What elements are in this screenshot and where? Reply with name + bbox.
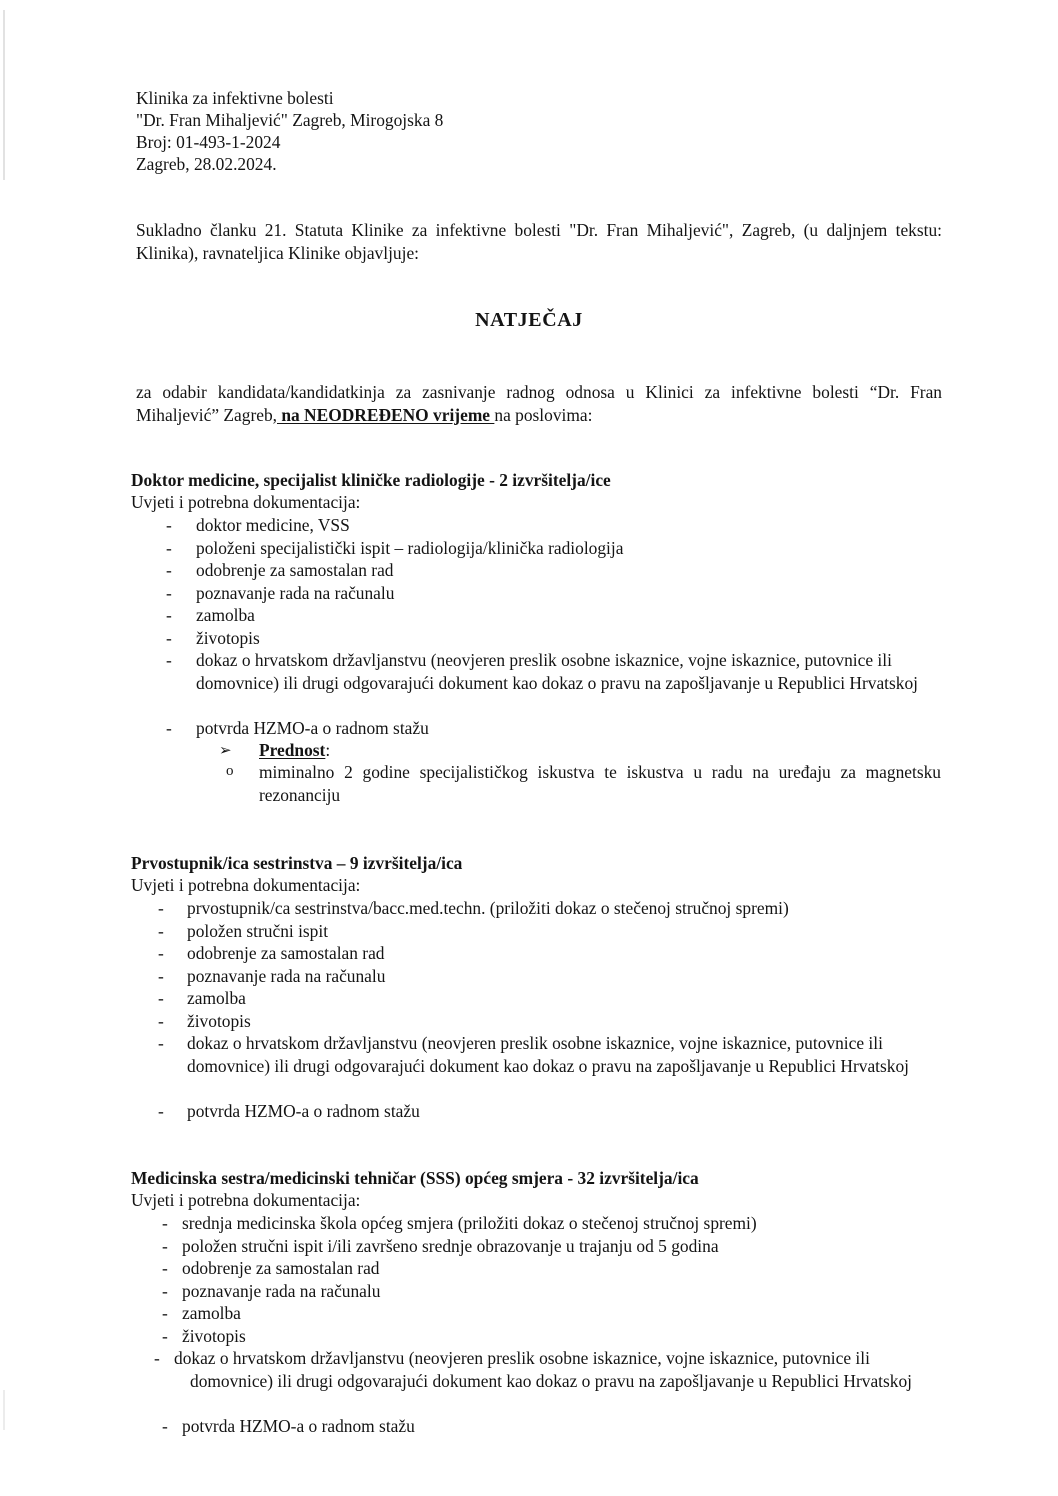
list-bullet: - — [162, 1303, 168, 1323]
list-bullet: - — [162, 1326, 168, 1346]
list-bullet: - — [166, 560, 172, 580]
section-title: Medicinska sestra/medicinski tehničar (SSS) općeg smjera - 32 izvršitelja/ica — [131, 1168, 699, 1188]
arrow-bullet-icon: ➢ — [219, 743, 232, 759]
list-bullet: - — [166, 718, 172, 738]
list-item: položen stručni ispit i/ili završeno srednje obrazovanje u trajanju od 5 godina — [182, 1236, 719, 1256]
document-title: NATJEČAJ — [475, 309, 583, 331]
section-title: Prvostupnik/ica sestrinstva – 9 izvršitelja/ica — [131, 853, 463, 873]
list-item: odobrenje za samostalan rad — [196, 560, 394, 580]
circle-bullet-icon: o — [226, 763, 234, 779]
list-bullet: - — [166, 538, 172, 558]
list-bullet: - — [166, 515, 172, 535]
list-item: dokaz o hrvatskom državljanstvu (neovjeren preslik osobne iskaznice, vojne iskaznice, putovnice ili domovnice) ili drugi odgovarajući dokument kao dokaz o pravu na zapošljavanje u Republici Hrvatskoj — [187, 1033, 909, 1076]
list-bullet: - — [158, 966, 164, 986]
scan-artifact-edge — [3, 1390, 5, 1430]
list-bullet: - — [166, 650, 172, 670]
list-item: potvrda HZMO-a o radnom stažu — [187, 1101, 420, 1121]
list-item: zamolba — [196, 605, 255, 625]
list-bullet: - — [162, 1236, 168, 1256]
list-bullet: - — [158, 943, 164, 963]
list-item: srednja medicinska škola općeg smjera (priložiti dokaz o stečenoj stručnoj spremi) — [182, 1213, 757, 1233]
list-bullet: - — [166, 605, 172, 625]
advantage-item: miminalno 2 godine specijalističkog iskustva te iskustva u radu na uređaju za magnetsku rezonanciju — [259, 762, 941, 805]
scan-artifact-edge — [3, 10, 5, 180]
purpose-paragraph — [136, 381, 942, 426]
list-item: odobrenje za samostalan rad — [182, 1258, 380, 1278]
list-item: poznavanje rada na računalu — [182, 1281, 381, 1301]
list-item: doktor medicine, VSS — [196, 515, 350, 535]
reference-number: Broj: 01-493-1-2024 — [136, 132, 281, 152]
place-date: Zagreb, 28.02.2024. — [136, 154, 277, 174]
list-item: dokaz o hrvatskom državljanstvu (neovjeren preslik osobne iskaznice, vojne iskaznice, putovnice ili domovnice) ili drugi odgovarajući dokument kao dokaz o pravu na zapošljavanje u Republici Hrvatskoj — [196, 650, 918, 693]
section-title: Doktor medicine, specijalist kliničke radiologije - 2 izvršitelja/ice — [131, 470, 611, 490]
list-bullet: - — [158, 1101, 164, 1121]
intro-paragraph: Sukladno članku 21. Statuta Klinike za infektivne bolesti "Dr. Fran Mihaljević", Zagreb, (u daljnjem tekstu: Klinika), ravnateljica Klinike objavljuje: — [136, 220, 942, 263]
list-item: dokaz o hrvatskom državljanstvu (neovjeren preslik osobne iskaznice, vojne iskaznice, putovnice ili domovnice) ili drugi odgovarajući dokument kao dokaz o pravu na zapošljavanje u Republici Hrvatskoj — [174, 1348, 912, 1391]
list-item: potvrda HZMO-a o radnom stažu — [182, 1416, 415, 1436]
list-item: prvostupnik/ca sestrinstva/bacc.med.techn. (priložiti dokaz o stečenoj stručnoj spremi) — [187, 898, 789, 918]
advantage-label: Prednost: — [259, 740, 331, 760]
conditions-label: Uvjeti i potrebna dokumentacija: — [131, 1190, 361, 1210]
list-bullet: - — [158, 898, 164, 918]
list-bullet: - — [158, 1011, 164, 1031]
list-item: zamolba — [187, 988, 246, 1008]
purpose-text-end: na poslovima: — [494, 404, 593, 425]
list-item: zamolba — [182, 1303, 241, 1323]
employment-type-emphasis: na NEODREĐENO vrijeme — [277, 404, 495, 425]
institution-name: Klinika za infektivne bolesti — [136, 88, 334, 108]
conditions-label: Uvjeti i potrebna dokumentacija: — [131, 492, 361, 512]
list-item: poznavanje rada na računalu — [196, 583, 395, 603]
list-item: poznavanje rada na računalu — [187, 966, 386, 986]
list-bullet: - — [162, 1416, 168, 1436]
purpose-text: za odabir kandidata/kandidatkinja za zasnivanje radnog odnosa u Klinici za infektivne bolesti “Dr. Fran Mihaljević” Zagreb, — [136, 382, 942, 425]
list-bullet: - — [162, 1213, 168, 1233]
conditions-label: Uvjeti i potrebna dokumentacija: — [131, 875, 361, 895]
list-bullet: - — [154, 1348, 160, 1368]
list-item: potvrda HZMO-a o radnom stažu — [196, 718, 429, 738]
list-bullet: - — [166, 628, 172, 648]
list-bullet: - — [162, 1281, 168, 1301]
list-bullet: - — [166, 583, 172, 603]
list-item: životopis — [196, 628, 260, 648]
list-item: odobrenje za samostalan rad — [187, 943, 385, 963]
institution-address: "Dr. Fran Mihaljević" Zagreb, Mirogojska 8 — [136, 110, 444, 130]
list-bullet: - — [158, 921, 164, 941]
list-item: položen stručni ispit — [187, 921, 329, 941]
list-bullet: - — [162, 1258, 168, 1278]
list-item: životopis — [187, 1011, 251, 1031]
list-item: položeni specijalistički ispit – radiologija/klinička radiologija — [196, 538, 624, 558]
list-bullet: - — [158, 988, 164, 1008]
list-bullet: - — [158, 1033, 164, 1053]
list-item: životopis — [182, 1326, 246, 1346]
